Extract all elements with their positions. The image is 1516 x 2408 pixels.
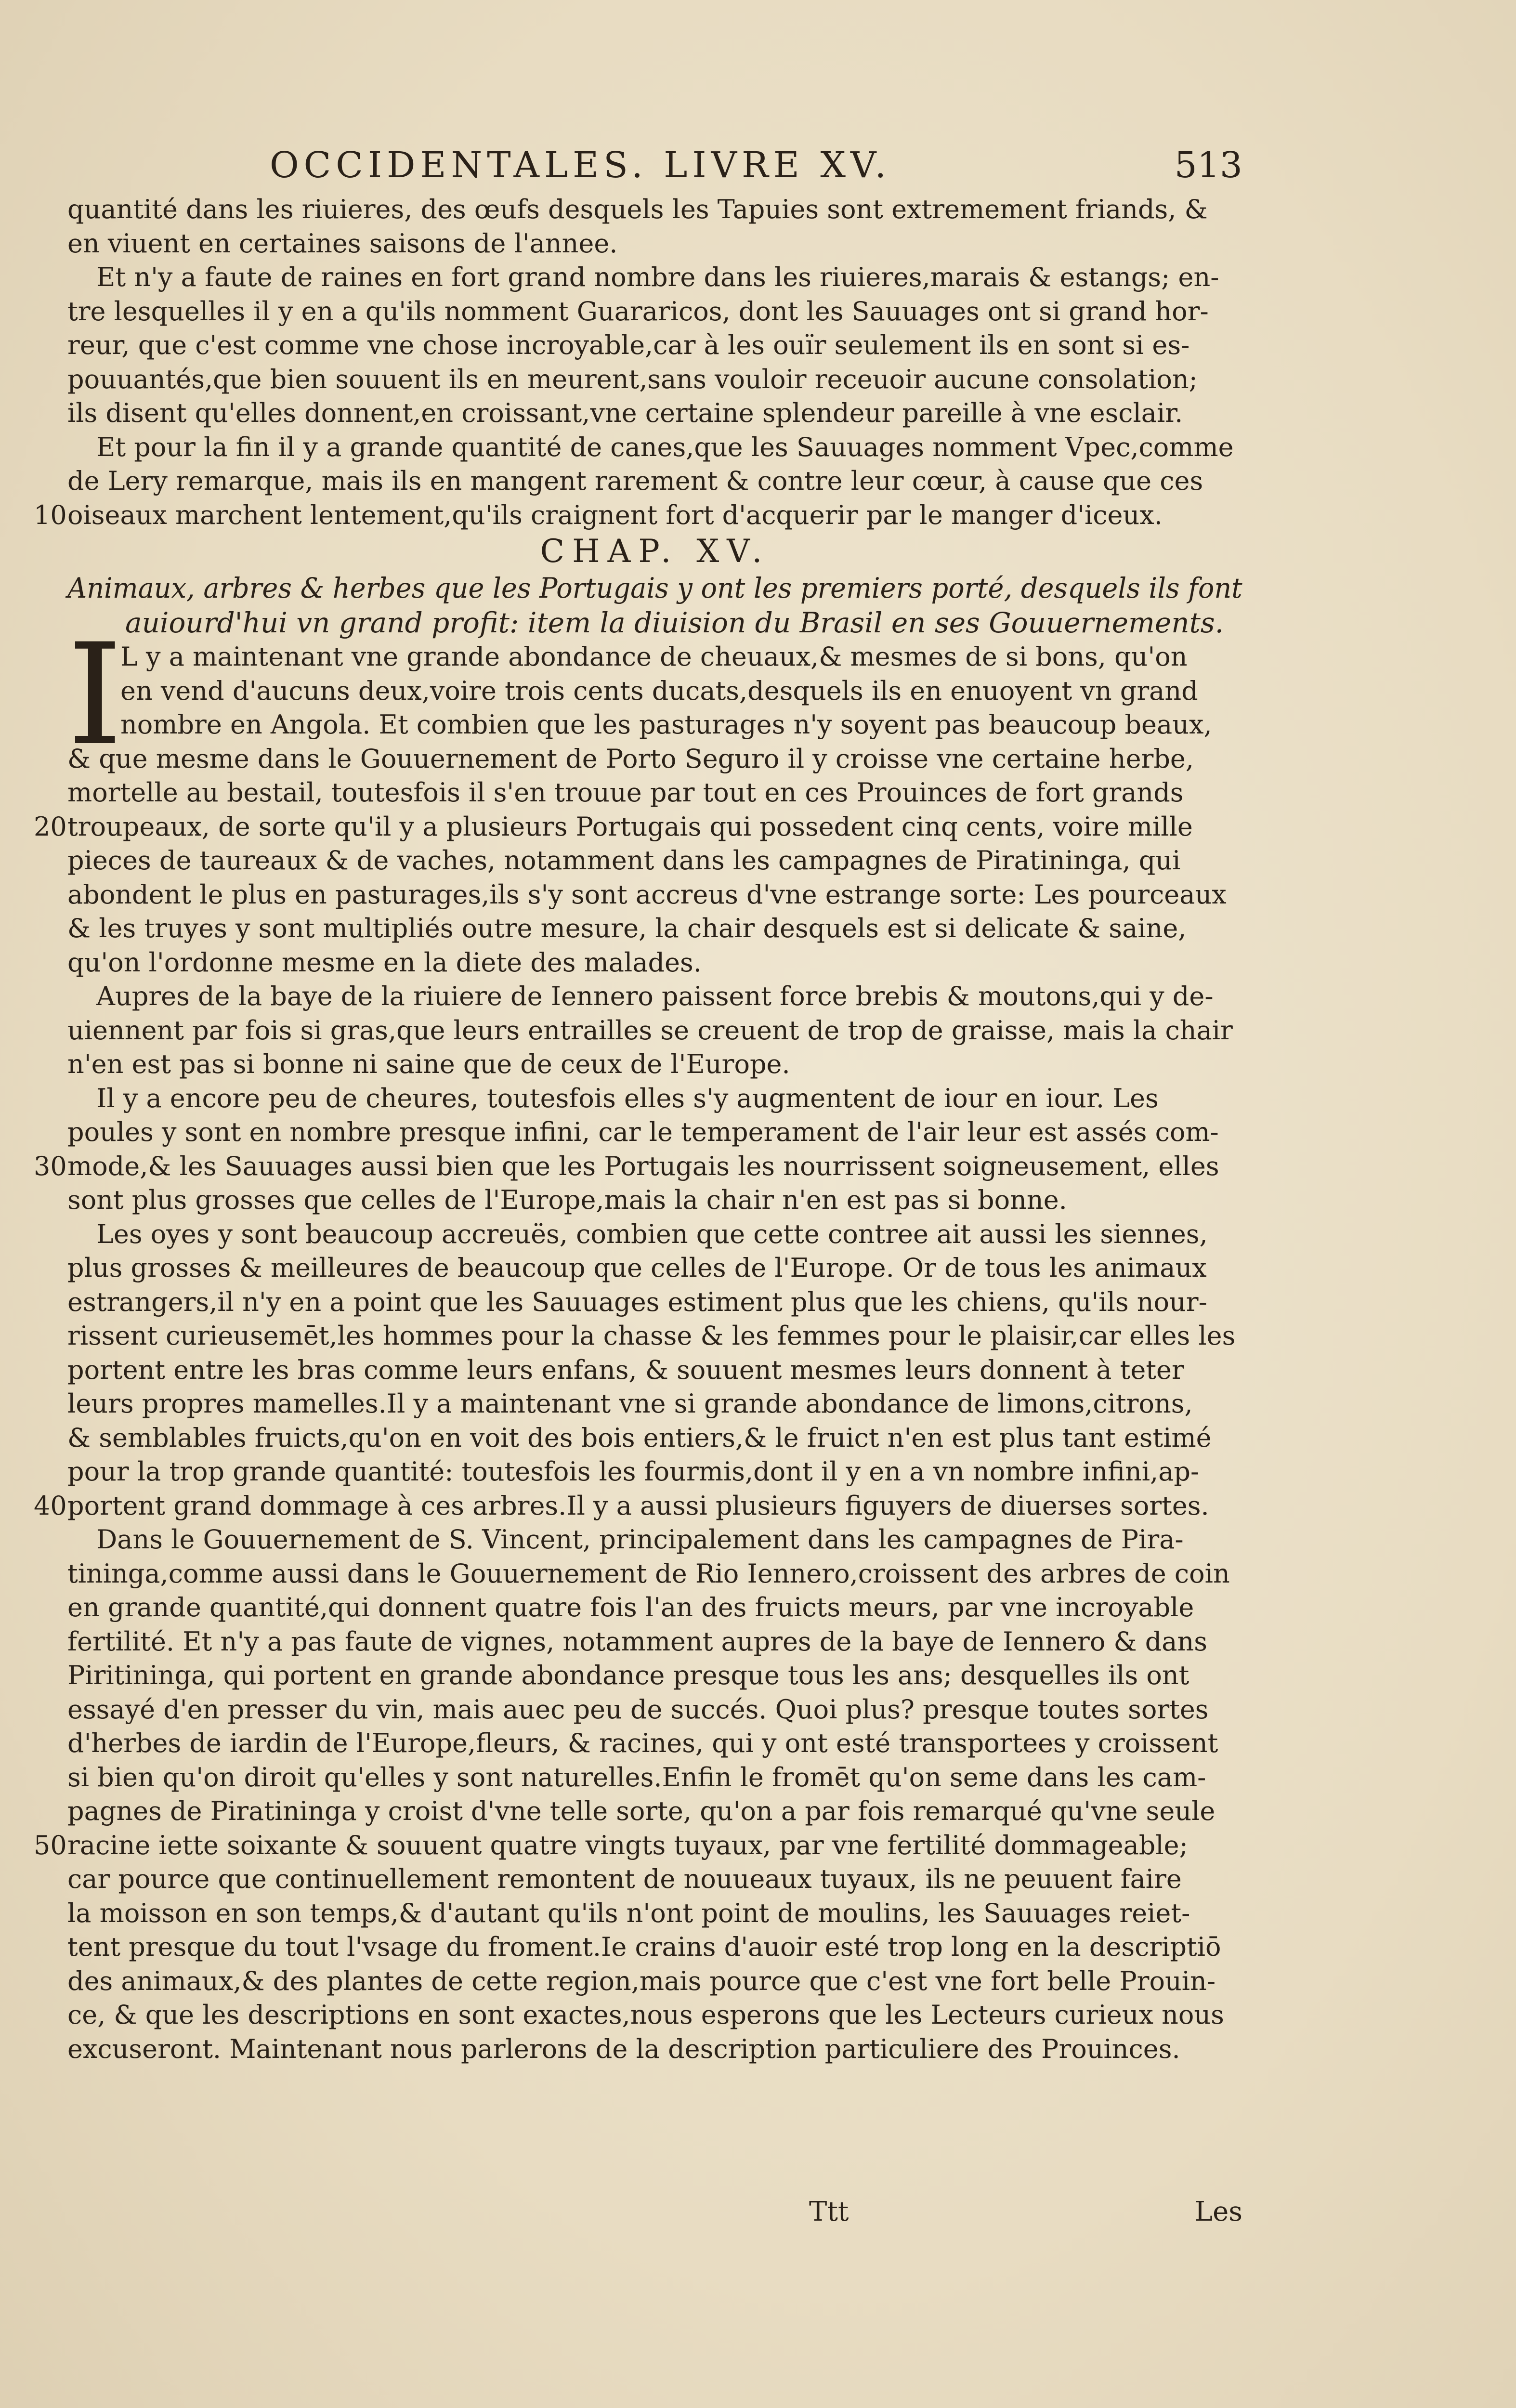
text-line-content: car pource que continuellement remontent de nouueaux tuyaux, ils ne peuuent faire	[67, 1864, 1182, 1894]
text-line	[34, 1829, 1242, 1863]
text-line	[34, 1150, 1242, 1184]
text-line	[67, 1693, 1242, 1727]
page-number: 513	[1174, 144, 1242, 186]
text-line-content: nombre en Angola. Et combien que les pasturages n'y soyent pas beaucoup beaux,	[120, 709, 1212, 740]
text-line	[67, 742, 1242, 776]
text-line	[67, 1557, 1242, 1591]
text-line	[67, 464, 1242, 498]
text-line-content: portent entre les bras comme leurs enfans, & souuent mesmes leurs donnent à teter	[67, 1354, 1184, 1385]
text-line-content: pour la trop grande quantité: toutesfois les fourmis,dont il y en a vn nombre infini,ap-	[67, 1456, 1200, 1487]
running-header	[270, 144, 1242, 186]
text-line	[67, 1455, 1242, 1489]
text-line	[67, 1353, 1242, 1387]
text-line-content: mode,& les Sauuages aussi bien que les Portugais les nourrissent soigneusement, elles	[67, 1151, 1219, 1181]
text-line	[67, 396, 1242, 431]
text-line-content: des animaux,& des plantes de cette region,mais pource que c'est vne fort belle Prouin-	[67, 1965, 1216, 1996]
text-line-content: en vend d'aucuns deux,voire trois cents ducats,desquels ils en enuoyent vn grand	[120, 675, 1198, 706]
text-line-content: quantité dans les riuieres, des œufs desquels les Tapuies sont extremement friands, &	[67, 194, 1208, 224]
text-line-content: la moisson en son temps,& d'autant qu'ils n'ont point de moulins, les Sauuages reiet-	[67, 1898, 1190, 1928]
text-line-content: ce, & que les descriptions en sont exactes,nous esperons que les Lecteurs curieux nous	[67, 2000, 1224, 2030]
text-line-content: portent grand dommage à ces arbres.Il y a aussi plusieurs figuyers de diuerses sortes.	[67, 1490, 1209, 1521]
text-line-content: abondent le plus en pasturages,ils s'y sont accreus d'vne estrange sorte: Les pourceaux	[67, 879, 1227, 910]
text-line	[67, 844, 1242, 878]
text-line	[67, 227, 1242, 261]
text-line-content: fertilité. Et n'y a pas faute de vignes, notamment aupres de la baye de Iennero & dans	[67, 1626, 1207, 1657]
text-line-content: Et pour la fin il y a grande quantité de canes,que les Sauuages nomment Vpec,comme	[96, 432, 1234, 462]
text-line	[67, 1794, 1242, 1829]
text-line-content: rissent curieusemēt,les hommes pour la chasse & les femmes pour le plaisir,car elles les	[67, 1321, 1236, 1351]
text-line	[67, 431, 1242, 465]
text-line-content: pouuantés,que bien souuent ils en meurent,sans vouloir receuoir aucune consolation;	[67, 364, 1198, 394]
text-line	[67, 1998, 1242, 2032]
text-line	[34, 1489, 1242, 1523]
paragraph-block-1	[34, 193, 1242, 532]
text-line-content: reur, que c'est comme vne chose incroyable,car à les ouïr seulement ils en sont si es-	[67, 330, 1190, 360]
text-line-content: Et n'y a faute de raines en fort grand nombre dans les riuieres,marais & estangs; en-	[96, 262, 1219, 292]
text-line-content: tent presque du tout l'vsage du froment.Ie crains d'auoir esté trop long en la descriptiō	[67, 1932, 1221, 1962]
text-line	[67, 1217, 1242, 1252]
text-line	[67, 980, 1242, 1014]
text-line	[67, 776, 1242, 810]
text-line	[67, 1014, 1242, 1048]
text-line	[67, 1897, 1242, 1931]
margin-line-number: 30	[34, 1151, 67, 1181]
text-line-content: mortelle au bestail, toutesfois il s'en trouue par tout en ces Prouinces de fort grands	[67, 777, 1184, 808]
text-line	[67, 674, 1242, 708]
catchword: Les	[1194, 2196, 1242, 2227]
text-line	[67, 1523, 1242, 1557]
text-line	[67, 1421, 1242, 1455]
text-line	[67, 640, 1242, 674]
text-line-content: Dans le Gouuernement de S. Vincent, principalement dans les campagnes de Pira-	[96, 1524, 1184, 1555]
text-line-content: Piritininga, qui portent en grande abondance presque tous les ans; desquelles ils ont	[67, 1660, 1189, 1690]
chapter-subtitle-line-1: Animaux, arbres & herbes que les Portugais y ont les premiers porté, desquels ils font	[67, 572, 1242, 604]
margin-line-number: 40	[34, 1490, 67, 1521]
text-line-content: en grande quantité,qui donnent quatre fois l'an des fruicts meurs, par vne incroyable	[67, 1592, 1194, 1623]
text-line-content: si bien qu'on diroit qu'elles y sont naturelles.Enfin le fromēt qu'on seme dans les cam-	[67, 1762, 1206, 1793]
text-line	[67, 1727, 1242, 1761]
chapter-subtitle-line-2: auiourd'hui vn grand profit: item la diuision du Brasil en ses Gouuernements.	[125, 606, 1224, 639]
text-line-content: estrangers,il n'y en a point que les Sauuages estiment plus que les chiens, qu'ils nour-	[67, 1286, 1207, 1317]
text-line	[67, 1659, 1242, 1693]
margin-line-number: 50	[34, 1830, 67, 1860]
text-line	[67, 1251, 1242, 1285]
text-line	[34, 810, 1242, 844]
page-footer	[67, 2196, 1242, 2230]
text-line-content: L y a maintenant vne grande abondance de cheuaux,& mesmes de si bons, qu'on	[120, 641, 1188, 672]
text-line-content: oiseaux marchent lentement,qu'ils craignent fort d'acquerir par le manger d'iceux.	[67, 499, 1163, 530]
text-line-content: Il y a encore peu de cheures, toutesfois elles s'y augmentent de iour en iour. Les	[96, 1083, 1159, 1113]
text-line-content: plus grosses & meilleures de beaucoup que celles de l'Europe. Or de tous les animaux	[67, 1253, 1207, 1283]
chapter-heading: CHAP. XV.	[540, 533, 770, 570]
text-line-content: en viuent en certaines saisons de l'annee.	[67, 228, 618, 259]
text-line	[67, 261, 1242, 295]
text-line	[67, 1319, 1242, 1353]
margin-line-number: 10	[34, 499, 67, 530]
text-line	[67, 878, 1242, 912]
text-line	[67, 328, 1242, 363]
signature-mark: Ttt	[809, 2196, 849, 2227]
text-line-content: troupeaux, de sorte qu'il y a plusieurs Portugais qui possedent cinq cents, voire mille	[67, 811, 1193, 842]
text-line	[67, 1183, 1242, 1217]
text-line	[67, 363, 1242, 397]
text-line	[67, 1964, 1242, 1999]
text-line	[67, 1625, 1242, 1659]
text-line-content: n'en est pas si bonne ni saine que de ceux de l'Europe.	[67, 1049, 790, 1079]
text-line-content: d'herbes de iardin de l'Europe,fleurs, & racines, qui y ont esté transportees y croissent	[67, 1728, 1218, 1758]
text-line-content: qu'on l'ordonne mesme en la diete des malades.	[67, 947, 702, 978]
text-line-content: excuseront. Maintenant nous parlerons de la description particuliere des Prouinces.	[67, 2033, 1180, 2064]
text-line-content: sont plus grosses que celles de l'Europe,mais la chair n'en est pas si bonne.	[67, 1185, 1067, 1215]
drop-cap: I	[67, 614, 123, 776]
text-line	[67, 1862, 1242, 1897]
body-text	[34, 193, 1242, 2066]
text-line-content: de Lery remarque, mais ils en mangent rarement & contre leur cœur, à cause que ces	[67, 466, 1203, 496]
margin-line-number: 20	[34, 811, 67, 842]
text-line-content: Aupres de la baye de la riuiere de Iennero paissent force brebis & moutons,qui y de-	[96, 981, 1214, 1011]
text-line-content: pieces de taureaux & de vaches, notamment dans les campagnes de Piratininga, qui	[67, 845, 1181, 876]
text-line-content: tre lesquelles il y en a qu'ils nomment Guararicos, dont les Sauuages ont si grand hor-	[67, 296, 1209, 327]
text-line	[67, 946, 1242, 980]
text-line	[67, 1285, 1242, 1320]
text-line-content: & semblables fruicts,qu'on en voit des bois entiers,& le fruict n'en est plus tant estimé	[67, 1422, 1212, 1453]
text-line-content: tininga,comme aussi dans le Gouuernement de Rio Iennero,croissent des arbres de coin	[67, 1558, 1230, 1589]
text-line-content: poules y sont en nombre presque infini, car le temperament de l'air leur est assés com-	[67, 1117, 1219, 1147]
text-line	[67, 1047, 1242, 1082]
text-line-content: & que mesme dans le Gouuernement de Porto Seguro il y croisse vne certaine herbe,	[67, 743, 1194, 774]
text-line-content: leurs propres mamelles.Il y a maintenant vne si grande abondance de limons,citrons,	[67, 1388, 1193, 1419]
text-line	[67, 912, 1242, 946]
text-line	[67, 708, 1242, 742]
text-line	[67, 1761, 1242, 1795]
text-line	[67, 1082, 1242, 1116]
text-line	[67, 1930, 1242, 1964]
text-line-content: pagnes de Piratininga y croist d'vne telle sorte, qu'on a par fois remarqué qu'vne seule	[67, 1796, 1215, 1826]
text-line-content: racine iette soixante & souuent quatre vingts tuyaux, par vne fertilité dommageable;	[67, 1830, 1188, 1860]
text-line-content: ils disent qu'elles donnent,en croissant,vne certaine splendeur pareille à vne esclair.	[67, 398, 1183, 428]
text-line	[67, 193, 1242, 227]
text-line	[67, 2032, 1242, 2067]
text-line	[67, 1591, 1242, 1625]
text-line-content: essayé d'en presser du vin, mais auec peu de succés. Quoi plus? presque toutes sortes	[67, 1694, 1209, 1725]
text-line	[34, 498, 1242, 533]
text-line-content: Les oyes y sont beaucoup accreuës, combien que cette contree ait aussi les siennes,	[96, 1218, 1208, 1249]
text-line	[67, 1115, 1242, 1150]
text-line-content: & les truyes y sont multipliés outre mesure, la chair desquels est si delicate & saine,	[67, 913, 1187, 943]
running-title: OCCIDENTALES. LIVRE XV.	[270, 144, 891, 186]
text-line	[67, 1387, 1242, 1421]
text-line	[67, 295, 1242, 329]
text-line-content: uiennent par fois si gras,que leurs entrailles se creuent de trop de graisse, mais la chair	[67, 1015, 1233, 1046]
